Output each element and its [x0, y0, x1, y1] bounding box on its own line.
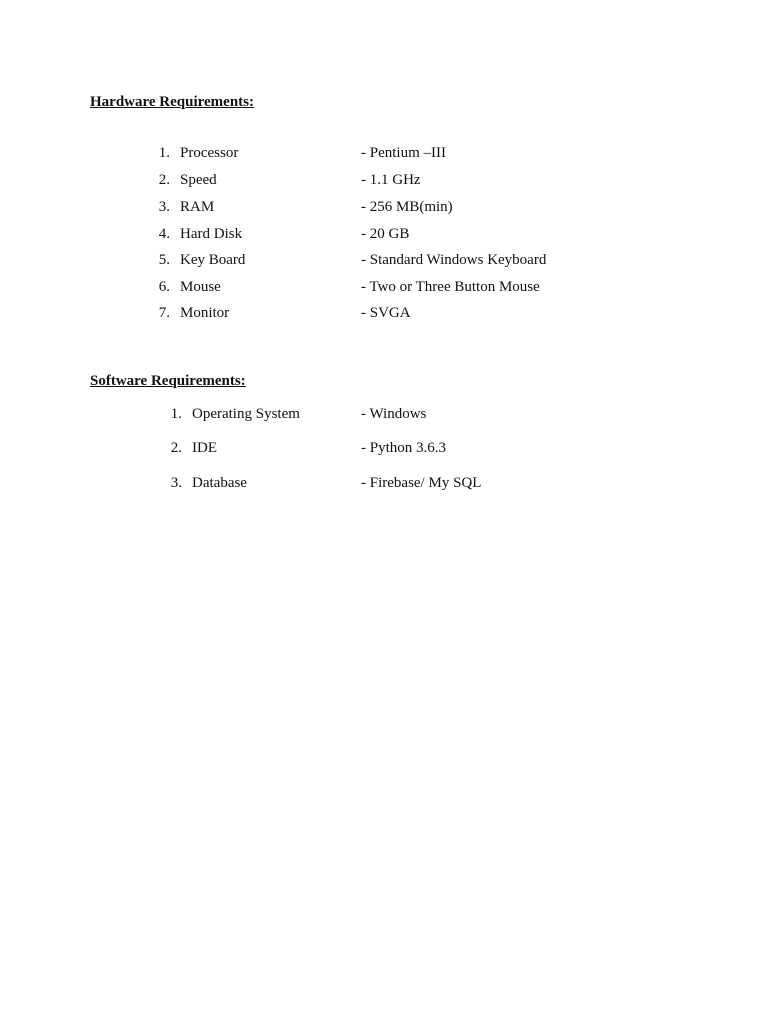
item-value: - SVGA — [361, 305, 411, 321]
item-name: Operating System — [192, 406, 300, 422]
software-requirements-heading: Software Requirements: — [90, 373, 246, 389]
item-value: - 20 GB — [361, 226, 410, 242]
item-value: - Pentium –III — [361, 145, 446, 161]
list-number: 4. — [158, 226, 170, 242]
item-name: RAM — [180, 199, 215, 215]
list-number: 2. — [170, 440, 182, 456]
hardware-list-item — [0, 250, 768, 270]
item-name: Monitor — [180, 305, 230, 321]
item-value: - Windows — [361, 406, 427, 422]
list-number: 2. — [158, 172, 170, 188]
list-number: 6. — [158, 279, 170, 295]
software-list-item — [0, 438, 768, 458]
list-number: 1. — [170, 406, 182, 422]
software-list-item — [0, 473, 768, 493]
software-list-item — [0, 404, 768, 424]
item-value: - 1.1 GHz — [361, 172, 421, 188]
item-name: Mouse — [180, 279, 221, 295]
hardware-list-item — [0, 197, 768, 217]
item-value: - Standard Windows Keyboard — [361, 252, 547, 268]
item-name: Speed — [180, 172, 217, 188]
list-number: 3. — [158, 199, 170, 215]
list-number: 1. — [158, 145, 170, 161]
item-value: - Two or Three Button Mouse — [361, 279, 540, 295]
hardware-list-item — [0, 143, 768, 163]
hardware-list-item — [0, 224, 768, 244]
item-name: IDE — [192, 440, 217, 456]
list-number: 5. — [158, 252, 170, 268]
item-value: - 256 MB(min) — [361, 199, 453, 215]
item-name: Database — [192, 475, 247, 491]
item-name: Hard Disk — [180, 226, 243, 242]
list-number: 7. — [158, 305, 170, 321]
hardware-list-item — [0, 277, 768, 297]
hardware-list-item — [0, 170, 768, 190]
item-value: - Python 3.6.3 — [361, 440, 447, 456]
hardware-requirements-heading: Hardware Requirements: — [90, 94, 255, 110]
list-number: 3. — [170, 475, 182, 491]
item-value: - Firebase/ My SQL — [361, 475, 482, 491]
item-name: Processor — [180, 145, 239, 161]
hardware-list-item — [0, 303, 768, 323]
item-name: Key Board — [180, 252, 246, 268]
